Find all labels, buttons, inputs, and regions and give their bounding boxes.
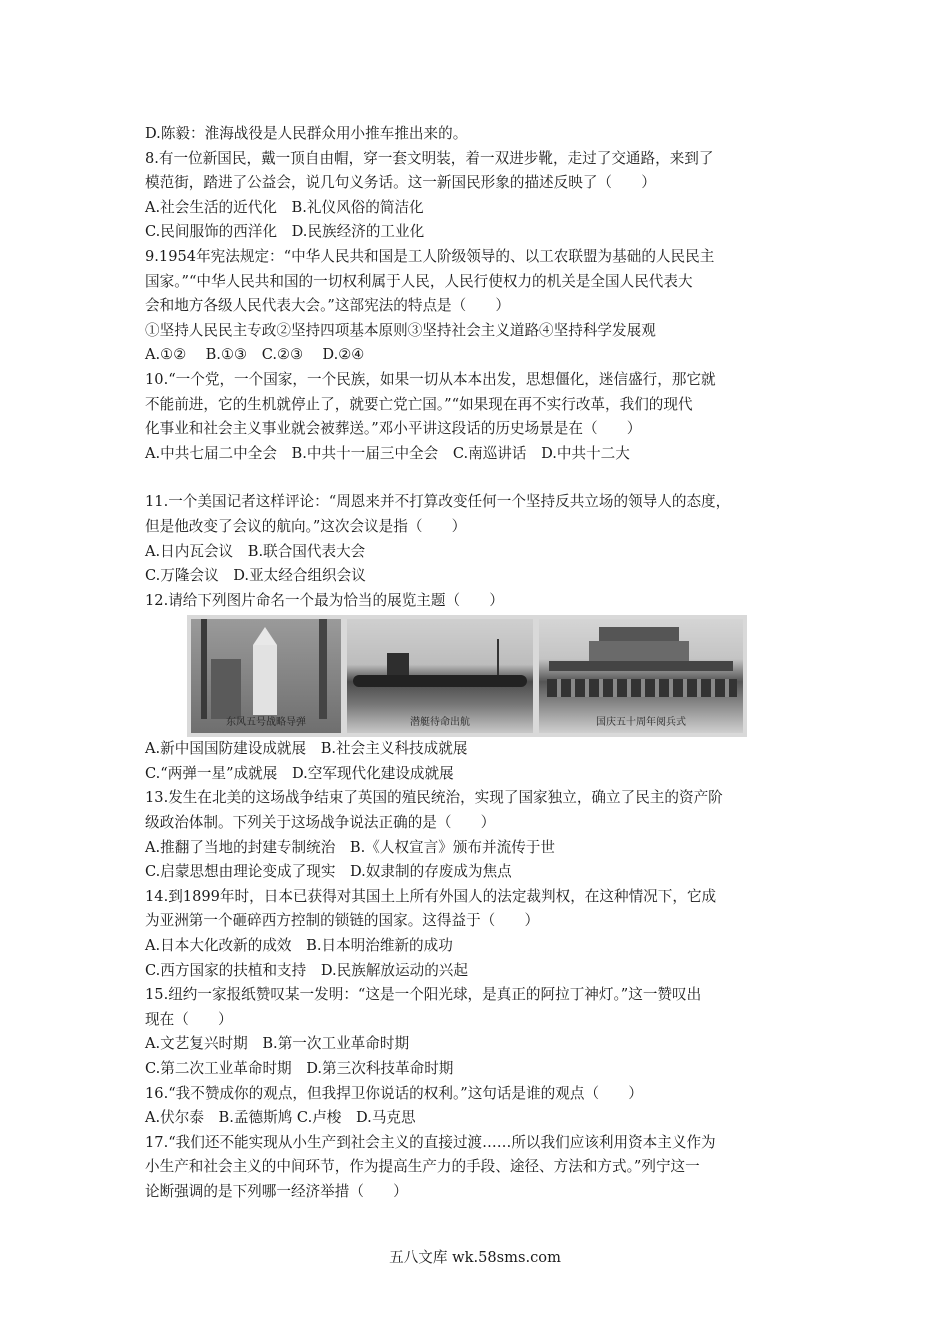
question-9-options: A.①② B.①③ C.②③ D.②④ bbox=[145, 346, 365, 364]
page-footer: 五八文库 wk.58sms.com bbox=[389, 1249, 561, 1266]
question-11-options-ab: A.日内瓦会议 B.联合国代表大会 bbox=[145, 542, 366, 560]
exhibition-photos bbox=[187, 615, 747, 737]
parade-photo bbox=[539, 619, 743, 733]
question-17-line-3: 论断强调的是下列哪一经济举措（ ） bbox=[145, 1182, 408, 1200]
question-15-line-1: 15.纽约一家报纸赞叹某一发明：“这是一个阳光球，是真正的阿拉丁神灯。”这一赞叹出 bbox=[145, 986, 702, 1004]
question-12-options-ab: A.新中国国防建设成就展 B.社会主义科技成就展 bbox=[145, 740, 468, 758]
question-13-options-ab: A.推翻了当地的封建专制统治 B.《人权宣言》颁布并流传于世 bbox=[145, 838, 555, 856]
exam-content bbox=[145, 122, 820, 1205]
question-9-statements: ①坚持人民民主专政②坚持四项基本原则③坚持社会主义道路④坚持科学发展观 bbox=[145, 321, 656, 339]
caption-missile: 东风五号战略导弹 bbox=[226, 717, 306, 729]
question-14-line-2: 为亚洲第一个砸碎西方控制的锁链的国家。这得益于（ ） bbox=[145, 912, 540, 930]
question-9-line-2: 国家。”“中华人民共和国的一切权利属于人民，人民行使权力的机关是全国人民代表大 bbox=[145, 272, 693, 290]
question-14-options-ab: A.日本大化改新的成效 B.日本明治维新的成功 bbox=[145, 937, 453, 955]
question-10-line-2: 不能前进，它的生机就停止了，就要亡党亡国。”“如果现在再不实行改革，我们的现代 bbox=[145, 395, 693, 413]
question-17-line-1: 17.“我们还不能实现从小生产到社会主义的直接过渡……所以我们应该利用资本主义作为 bbox=[145, 1133, 716, 1151]
question-8-line-1: 8.有一位新国民，戴一顶自由帽，穿一套文明装，着一双进步靴，走过了交通路，来到了 bbox=[145, 149, 714, 167]
question-15-options-cd: C.第二次工业革命时期 D.第三次科技革命时期 bbox=[145, 1060, 454, 1077]
missile-photo bbox=[191, 619, 341, 733]
question-13-options-cd: C.启蒙思想由理论变成了现实 D.奴隶制的存废成为焦点 bbox=[145, 863, 512, 881]
question-15-options-ab: A.文艺复兴时期 B.第一次工业革命时期 bbox=[145, 1035, 410, 1053]
question-10-line-3: 化事业和社会主义事业就会被葬送。”邓小平讲这段话的历史场景是在（ ） bbox=[145, 420, 642, 438]
question-16-line-1: 16.“我不赞成你的观点，但我捍卫你说话的权利。”这句话是谁的观点（ ） bbox=[145, 1084, 643, 1102]
question-14-options-cd: C.西方国家的扶植和支持 D.民族解放运动的兴起 bbox=[145, 961, 468, 979]
question-14-line-1: 14.到1899年时，日本已获得对其国土上所有外国人的法定裁判权，在这种情况下，它成 bbox=[145, 887, 717, 905]
question-11-options-cd: C.万隆会议 D.亚太经合组织会议 bbox=[145, 567, 366, 585]
caption-submarine: 潜艇待命出航 bbox=[410, 717, 470, 729]
question-13-line-2: 级政治体制。下列关于这场战争说法正确的是（ ） bbox=[145, 814, 496, 832]
question-17-line-2: 小生产和社会主义的中间环节，作为提高生产力的手段、途径、方法和方式。”列宁这一 bbox=[145, 1158, 700, 1176]
submarine-photo bbox=[347, 619, 533, 733]
question-16-options: A.伏尔泰 B.孟德斯鸠 C.卢梭 D.马克思 bbox=[145, 1109, 416, 1127]
question-12-options-cd: C.“两弹一星”成就展 D.空军现代化建设成就展 bbox=[145, 764, 454, 782]
question-8-options-cd: C.民间服饰的西洋化 D.民族经济的工业化 bbox=[145, 223, 425, 241]
question-9-line-3: 会和地方各级人民代表大会。”这部宪法的特点是（ ） bbox=[145, 297, 511, 315]
blank-gap bbox=[145, 466, 820, 490]
question-8-line-2: 模范街，踏进了公益会，说几句义务话。这一新国民形象的描述反映了（ ） bbox=[145, 174, 656, 192]
question-11-line-2: 但是他改变了会议的航向。”这次会议是指（ ） bbox=[145, 517, 467, 535]
question-11-line-1: 11.一个美国记者这样评论：“周恩来并不打算改变任何一个坚持反共立场的领导人的态度， bbox=[145, 493, 731, 511]
question-13-line-1: 13.发生在北美的这场战争结束了英国的殖民统治，实现了国家独立，确立了民主的资产阶 bbox=[145, 789, 723, 807]
text-line: D.陈毅：淮海战役是人民群众用小推车推出来的。 bbox=[145, 125, 468, 142]
caption-parade: 国庆五十周年阅兵式 bbox=[596, 717, 686, 729]
question-15-line-2: 现在（ ） bbox=[145, 1010, 233, 1028]
question-10-line-1: 10.“一个党，一个国家，一个民族，如果一切从本本出发，思想僵化，迷信盛行，那它就 bbox=[145, 370, 716, 388]
question-10-options: A.中共七届二中全会 B.中共十一届三中全会 C.南巡讲话 D.中共十二大 bbox=[145, 444, 630, 462]
question-8-options-ab: A.社会生活的近代化 B.礼仪风俗的简洁化 bbox=[145, 198, 424, 216]
question-9-line-1: 9.1954年宪法规定：“中华人民共和国是工人阶级领导的、以工农联盟为基础的人民民主 bbox=[145, 247, 715, 265]
question-12-line-1: 12.请给下列图片命名一个最为恰当的展览主题（ ） bbox=[145, 591, 504, 609]
